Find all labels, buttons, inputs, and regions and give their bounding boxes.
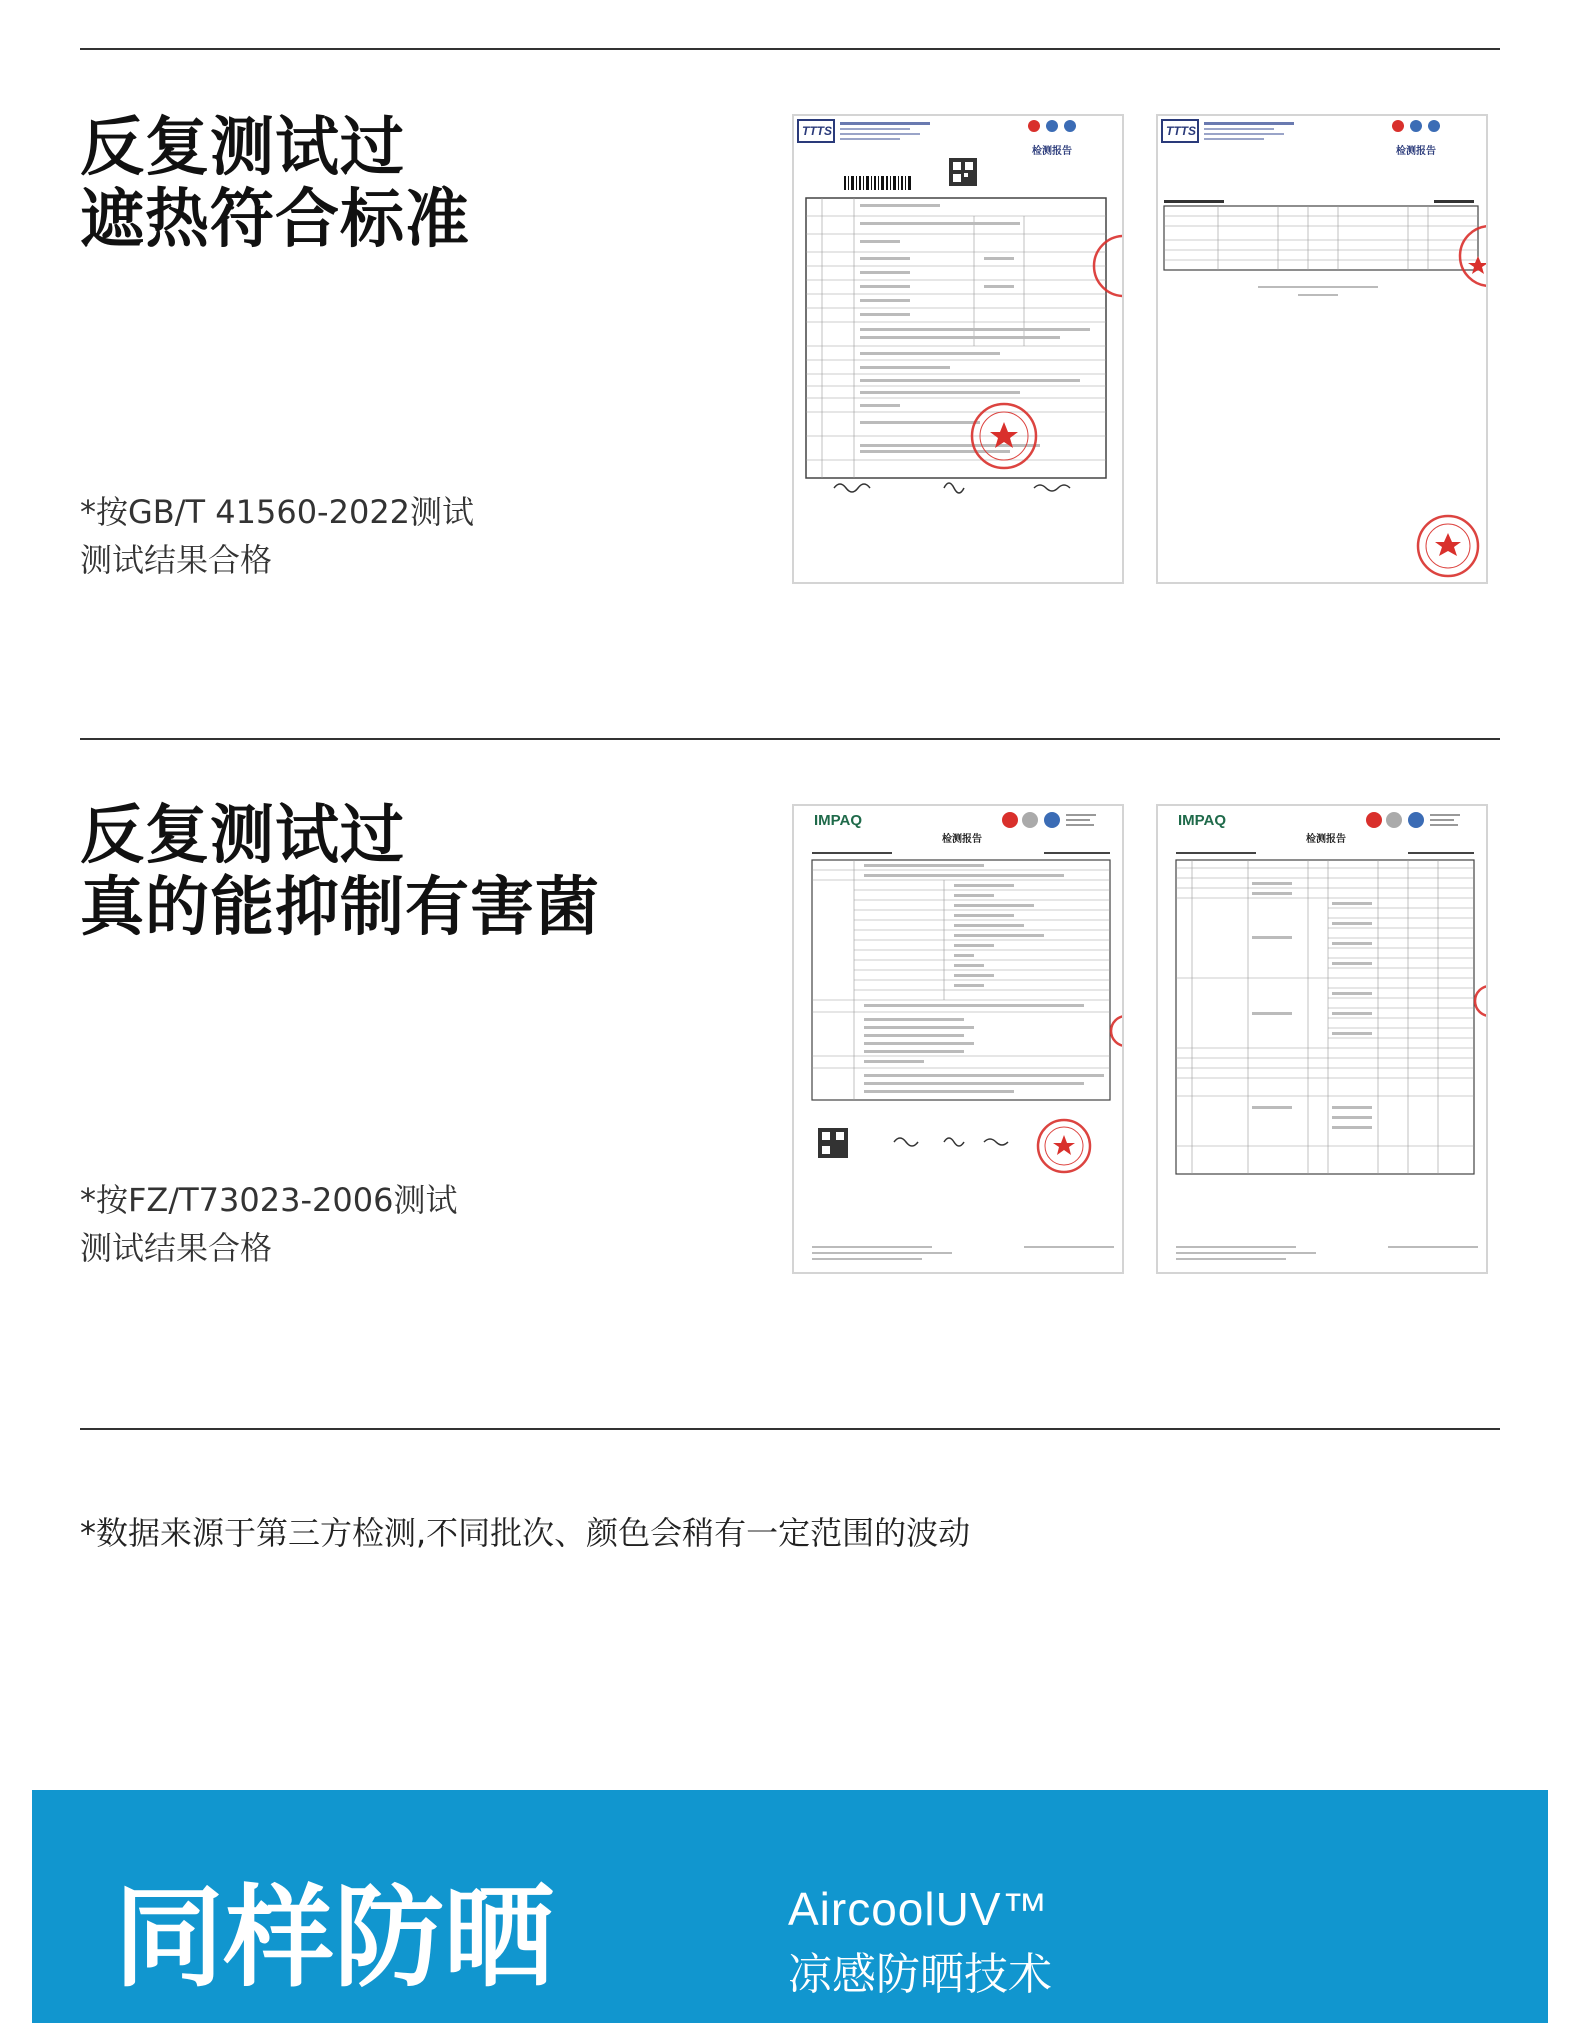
report-logo: IMPAQ [814,812,863,829]
test-report-image [792,804,1124,1274]
report-title: 检测报告 [1396,146,1436,157]
section2-note [80,1176,457,1272]
section1-headline-line1: 反复测试过 [80,111,405,185]
section2-note-result: 测试结果合格 [80,1229,273,1267]
report-scan-graphic [794,806,1124,1274]
section2-headline-line2: 真的能抑制有害菌 [80,871,600,945]
report-scan-graphic [1158,116,1488,584]
section1-note-result: 测试结果合格 [80,541,273,579]
report-logo: TTTS [802,124,832,138]
section1-note-standard: *按GB/T 41560-2022测试 [80,493,475,531]
banner-subtitle: 凉感防晒技术 [788,1949,1052,2000]
test-report-image [1156,114,1488,584]
report-title: 检测报告 [1032,146,1072,157]
data-source-footnote: *数据来源于第三方检测,不同批次、颜色会稍有一定范围的波动 [80,1514,971,1552]
promo-banner [32,1790,1548,2023]
section-divider-top [80,48,1500,50]
test-report-image [1156,804,1488,1274]
section-divider-bottom [80,1428,1500,1430]
section1-headline-line2: 遮热符合标准 [80,183,470,257]
report-scan-graphic [794,116,1124,584]
section1-headline [80,112,470,256]
banner-brand: AircoolUV™ [788,1883,1049,1935]
section1-note [80,488,474,584]
report-scan-graphic [1158,806,1488,1274]
report-logo: IMPAQ [1178,812,1227,829]
report-title: 检测报告 [1306,834,1346,845]
section2-note-standard: *按FZ/T73023-2006测试 [80,1181,458,1219]
section2-headline [80,800,600,944]
report-logo: TTTS [1166,124,1196,138]
section-divider-middle [80,738,1500,740]
section2-headline-line1: 反复测试过 [80,799,405,873]
report-title: 检测报告 [942,834,982,845]
test-report-image [792,114,1124,584]
banner-title: 同样防晒 [114,1874,554,2002]
